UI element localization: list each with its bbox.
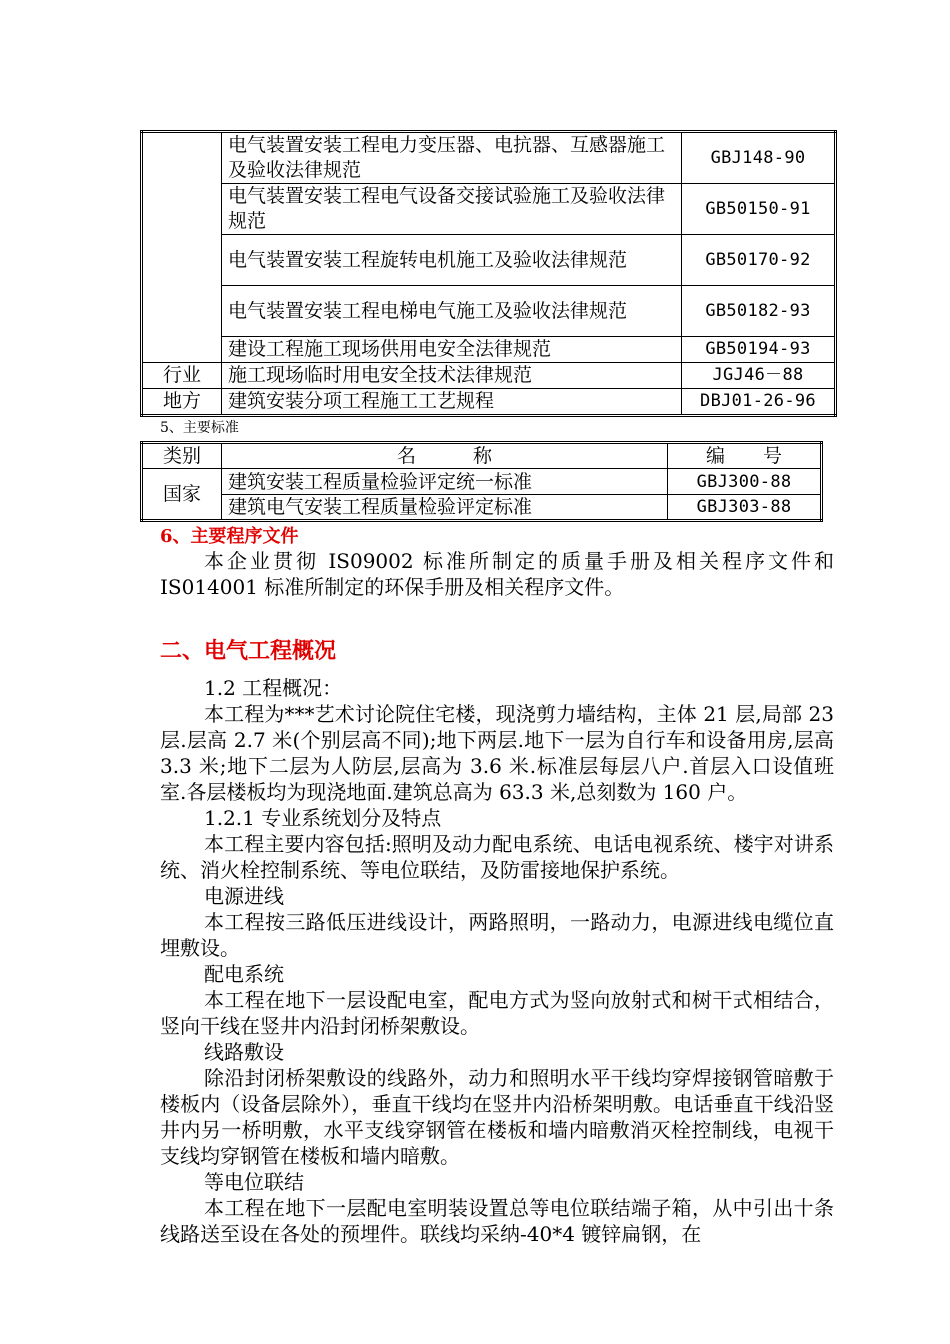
distribution-title: 配电系统 [204, 962, 284, 986]
section-6-paragraph: 本企业贯彻 IS09002 标准所制定的质量手册及相关程序文件和IS014001 标准所制定的环保手册及相关程序文件。 [160, 549, 834, 599]
standard-name: 建筑电气安装工程质量检验评定标准 [222, 495, 668, 521]
category-cell: 地方 [142, 389, 222, 416]
power-paragraph: 本工程按三路低压进线设计，两路照明，一路动力，电源进线电缆位直埋敷设。 [160, 910, 834, 960]
table-header-row [142, 443, 822, 469]
chapter-2-body [160, 675, 834, 1247]
standard-code: GB50150-91 [682, 184, 836, 235]
bonding-title: 等电位联结 [204, 1170, 304, 1194]
standard-code: GB50170-92 [682, 235, 836, 286]
category-cell [142, 132, 222, 363]
header-category: 类别 [142, 443, 222, 469]
systems-title: 1.2.1 专业系统划分及特点 [204, 806, 442, 830]
table-row [142, 495, 822, 521]
codes-table [140, 130, 837, 417]
standard-name: 施工现场临时用电安全技术法律规范 [222, 363, 682, 389]
header-name: 名 称 [222, 443, 668, 469]
power-title: 电源进线 [204, 884, 284, 908]
table-row [142, 235, 836, 286]
standard-code: GBJ303-88 [668, 495, 822, 521]
overview-paragraph: 本工程为***艺术讨论院住宅楼，现浇剪力墙结构，主体 21 层,局部 23 层.层高 2.7 米(个别层高不同);地下两层.地下一层为自行车和设备用房,层高 3.3 米;地下二层为人防层,层高为 3.6 米.标准层每层八户.首层入口设值班室.各层楼板均为现浇地面.建筑总高为 63.3 米,总刻数为 160 户。 [160, 702, 834, 804]
chapter-2-heading: 二、电气工程概况 [160, 638, 337, 664]
standard-name: 建设工程施工现场供用电安全法律规范 [222, 337, 682, 363]
standard-code: JGJ46－88 [682, 363, 836, 389]
table-row [142, 363, 836, 389]
standard-code: GB50182-93 [682, 286, 836, 337]
standard-name: 建筑安装分项工程施工工艺规程 [222, 389, 682, 416]
wiring-title: 线路敷设 [204, 1040, 284, 1064]
header-code: 编 号 [668, 443, 822, 469]
section-6-heading: 6、主要程序文件 [160, 526, 299, 547]
category-cell: 国家 [142, 469, 222, 521]
distribution-paragraph: 本工程在地下一层设配电室，配电方式为竖向放射式和树干式相结合，竖向干线在竖井内沿封闭桥架敷设。 [160, 988, 834, 1038]
section-6-body [160, 548, 834, 600]
table-row [142, 389, 836, 416]
standard-name: 电气装置安装工程电气设备交接试验施工及验收法律规范 [222, 184, 682, 235]
category-cell: 行业 [142, 363, 222, 389]
table-row [142, 132, 836, 184]
standard-name: 电气装置安装工程旋转电机施工及验收法律规范 [222, 235, 682, 286]
standard-name: 电气装置安装工程电梯电气施工及验收法律规范 [222, 286, 682, 337]
bonding-paragraph: 本工程在地下一层配电室明装设置总等电位联结端子箱，从中引出十条线路送至设在各处的预埋件。联线均采纳-40*4 镀锌扁钢，在 [160, 1196, 834, 1246]
systems-paragraph: 本工程主要内容包括:照明及动力配电系统、电话电视系统、楼宇对讲系统、消火栓控制系统、等电位联结，及防雷接地保护系统。 [160, 832, 834, 882]
standard-code: GBJ148-90 [682, 132, 836, 184]
table-row [142, 337, 836, 363]
overview-title: 1.2 工程概况： [204, 676, 343, 700]
section-5-label: 5、主要标准 [160, 420, 239, 436]
table-row [142, 184, 836, 235]
wiring-paragraph: 除沿封闭桥架敷设的线路外，动力和照明水平干线均穿焊接钢管暗敷于楼板内（设备层除外），垂直干线均在竖井内沿桥架明敷。电话垂直干线沿竖井内另一桥明敷，水平支线穿钢管在楼板和墙内暗敷消灭栓控制线，电视干支线均穿钢管在楼板和墙内暗敷。 [160, 1066, 834, 1168]
standard-code: GBJ300-88 [668, 469, 822, 495]
standards-table [140, 441, 823, 522]
standard-name: 电气装置安装工程电力变压器、电抗器、互感器施工及验收法律规范 [222, 132, 682, 184]
table-row [142, 286, 836, 337]
standard-name: 建筑安装工程质量检验评定统一标准 [222, 469, 668, 495]
standard-code: DBJ01-26-96 [682, 389, 836, 416]
standard-code: GB50194-93 [682, 337, 836, 363]
table-row [142, 469, 822, 495]
